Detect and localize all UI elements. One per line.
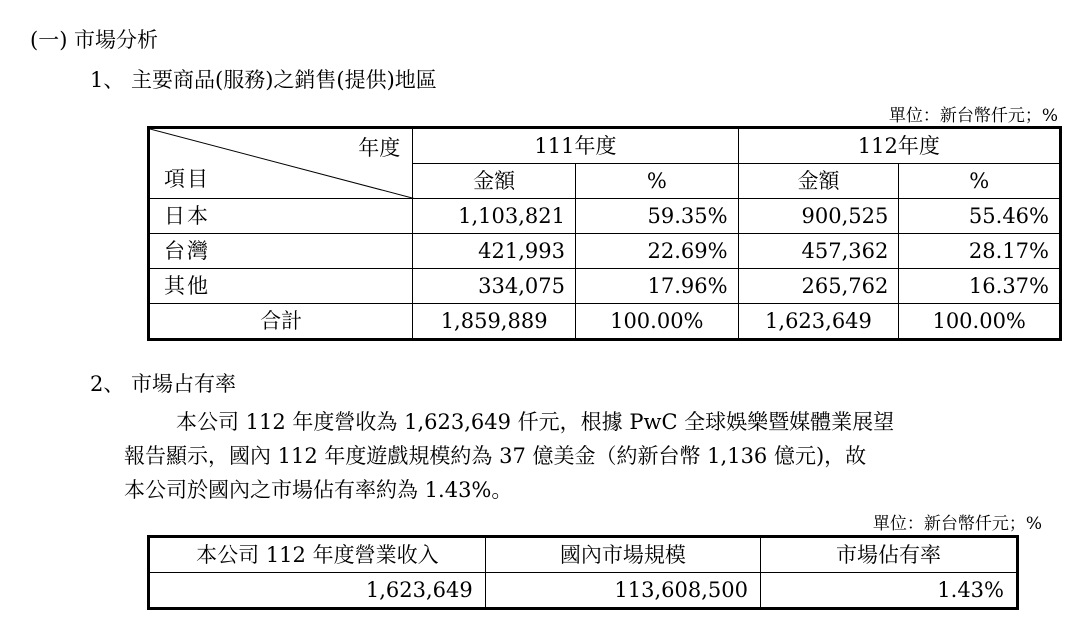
row-label: 台灣	[149, 234, 413, 269]
paragraph-line: 本公司於國內之市場佔有率約為 1.43%。	[124, 478, 513, 502]
row-label: 其他	[149, 269, 413, 304]
cell-value: 421,993	[413, 234, 576, 269]
cell-value: 1,103,821	[413, 199, 576, 234]
total-label: 合計	[149, 304, 413, 340]
cell-value: 334,075	[413, 269, 576, 304]
section2-unit: 單位：新台幣仟元；%	[872, 514, 1042, 534]
cell-value: 1,859,889	[413, 304, 576, 340]
market-share-value: 1.43%	[761, 573, 1018, 609]
cell-value: 28.17%	[899, 234, 1061, 269]
cell-value: 17.96%	[576, 269, 739, 304]
cell-value: 265,762	[738, 269, 899, 304]
total-row	[149, 304, 1061, 340]
year-header-112: 112年度	[738, 128, 1060, 164]
paragraph-line: 本公司 112 年度營收為 1,623,649 仟元，根據 PwC 全球娛樂暨媒體業展望	[176, 410, 895, 434]
header-market-share: 市場佔有率	[761, 537, 1018, 573]
cell-value: 100.00%	[576, 304, 739, 340]
year-header-111: 111年度	[413, 128, 738, 164]
cell-value: 100.00%	[899, 304, 1061, 340]
cell-value: 1,623,649	[738, 304, 899, 340]
row-label: 日本	[149, 199, 413, 234]
corner-header-cell	[149, 128, 413, 199]
table-row	[149, 573, 1018, 609]
table-row	[149, 199, 1061, 234]
corner-year-label: 年度	[358, 136, 401, 160]
table-row	[149, 234, 1061, 269]
cell-value: 900,525	[738, 199, 899, 234]
cell-value: 55.46%	[899, 199, 1061, 234]
section2-title: 2、 市場占有率	[90, 372, 237, 396]
company-revenue-value: 1,623,649	[149, 573, 486, 609]
market-size-value: 113,608,500	[485, 573, 760, 609]
corner-item-label: 項目	[164, 167, 210, 191]
header-market-size: 國內市場規模	[485, 537, 760, 573]
cell-value: 59.35%	[576, 199, 739, 234]
paragraph-line: 報告顯示，國內 112 年度遊戲規模約為 37 億美金（約新台幣 1,136 億元)，故	[124, 444, 867, 468]
header-company-revenue: 本公司 112 年度營業收入	[149, 537, 486, 573]
sub-header-amount: 金額	[738, 164, 899, 199]
cell-value: 22.69%	[576, 234, 739, 269]
cell-value: 457,362	[738, 234, 899, 269]
section1-title: 1、 主要商品(服務)之銷售(提供)地區	[90, 68, 437, 92]
section1-unit: 單位：新台幣仟元；%	[888, 106, 1058, 126]
cell-value: 16.37%	[899, 269, 1061, 304]
sub-header-percent: %	[576, 164, 739, 199]
market-share-table	[147, 535, 1019, 610]
table-row	[149, 269, 1061, 304]
sub-header-percent: %	[899, 164, 1061, 199]
sub-header-amount: 金額	[413, 164, 576, 199]
section-heading: (一) 市場分析	[30, 28, 159, 52]
sales-region-table	[147, 126, 1062, 341]
